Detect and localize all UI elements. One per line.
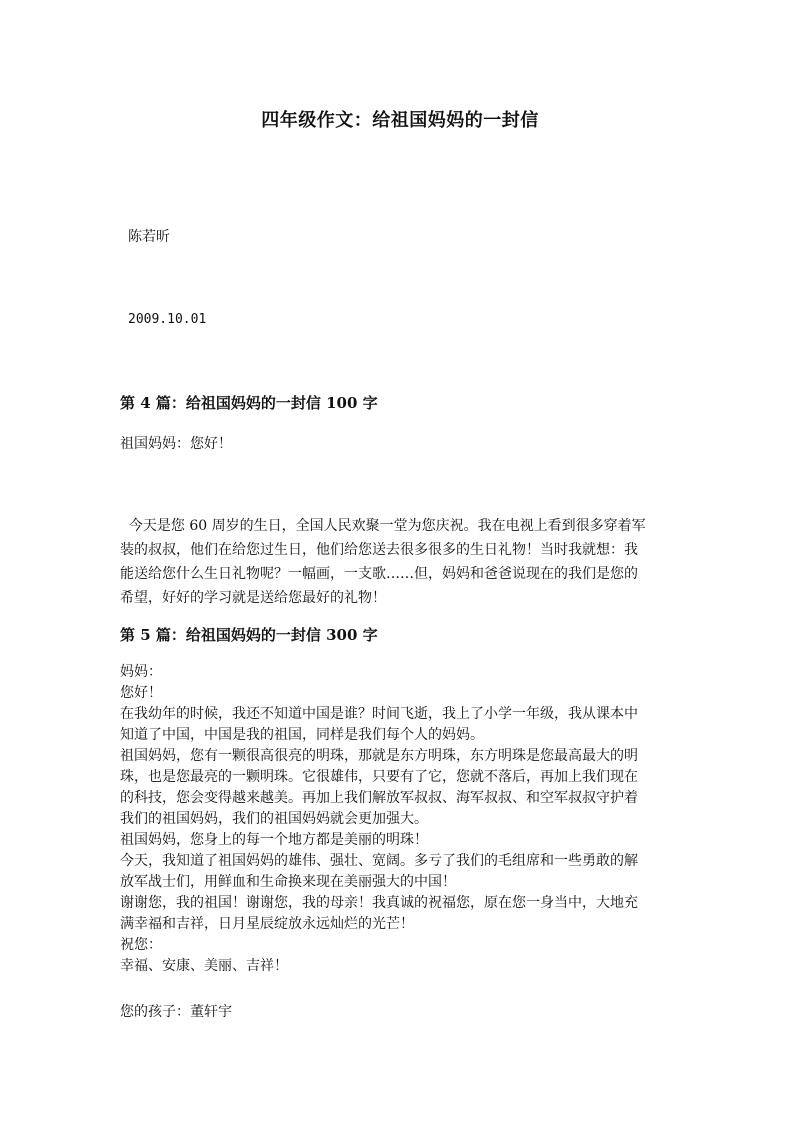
piece-5-line: 知道了中国，中国是我的祖国，同样是我们每个人的妈妈。 bbox=[120, 727, 484, 743]
piece-5-line: 祖国妈妈，您身上的每一个地方都是美丽的明珠！ bbox=[120, 832, 428, 848]
piece-5-line: 的科技，您会变得越来越美。再加上我们解放军叔叔、海军叔叔、和空军叔叔守护着 bbox=[120, 790, 638, 806]
piece-5-signature: 您的孩子：董轩宇 bbox=[120, 1004, 232, 1020]
piece-4-line: 希望，好好的学习就是送给您最好的礼物！ bbox=[120, 590, 386, 606]
piece-5-line: 祖国妈妈，您有一颗很高很亮的明珠，那就是东方明珠，东方明珠是您最高最大的明 bbox=[120, 748, 638, 764]
piece-5-heading: 第 5 篇：给祖国妈妈的一封信 300 字 bbox=[120, 626, 378, 644]
piece-4-greeting: 祖国妈妈：您好！ bbox=[120, 436, 232, 452]
piece-4-line: 能送给您什么生日礼物呢？一幅画，一支歌……但，妈妈和爸爸说现在的我们是您的 bbox=[120, 566, 638, 582]
piece-5-line: 珠，也是您最亮的一颗明珠。它很雄伟，只要有了它，您就不落后，再加上我们现在 bbox=[120, 769, 638, 785]
piece-5-line: 在我幼年的时候，我还不知道中国是谁？时间飞逝，我上了小学一年级，我从课本中 bbox=[120, 706, 638, 722]
document-date: 2009.10.01 bbox=[128, 312, 207, 327]
piece-5-letter bbox=[120, 662, 680, 977]
piece-4-line: 今天是您 60 周岁的生日，全国人民欢聚一堂为您庆祝。我在电视上看到很多穿着军 bbox=[120, 518, 646, 534]
piece-5-line: 谢谢您，我的祖国！谢谢您，我的母亲！我真诚的祝福您，原在您一身当中，大地充 bbox=[120, 895, 638, 911]
piece-5-line: 幸福、安康、美丽、吉祥！ bbox=[120, 958, 288, 974]
author-name: 陈若昕 bbox=[128, 229, 170, 245]
document-title: 四年级作文：给祖国妈妈的一封信 bbox=[261, 110, 539, 131]
piece-5-line: 我们的祖国妈妈，我们的祖国妈妈就会更加强大。 bbox=[120, 811, 428, 827]
piece-5-line: 祝您： bbox=[120, 937, 162, 953]
piece-5-line: 妈妈： bbox=[120, 664, 162, 680]
piece-5-line: 满幸福和吉祥，日月星辰绽放永远灿烂的光芒！ bbox=[120, 916, 414, 932]
piece-5-line: 今天，我知道了祖国妈妈的雄伟、强壮、宽阔。多亏了我们的毛组席和一些勇敢的解 bbox=[120, 853, 638, 869]
piece-4-body bbox=[120, 514, 680, 610]
piece-4-heading: 第 4 篇：给祖国妈妈的一封信 100 字 bbox=[120, 394, 378, 412]
piece-5-line: 您好！ bbox=[120, 685, 162, 701]
piece-5-line: 放军战士们，用鲜血和生命换来现在美丽强大的中国！ bbox=[120, 874, 456, 890]
piece-4-line: 装的叔叔，他们在给您过生日，他们给您送去很多很多的生日礼物！当时我就想：我 bbox=[120, 542, 638, 558]
